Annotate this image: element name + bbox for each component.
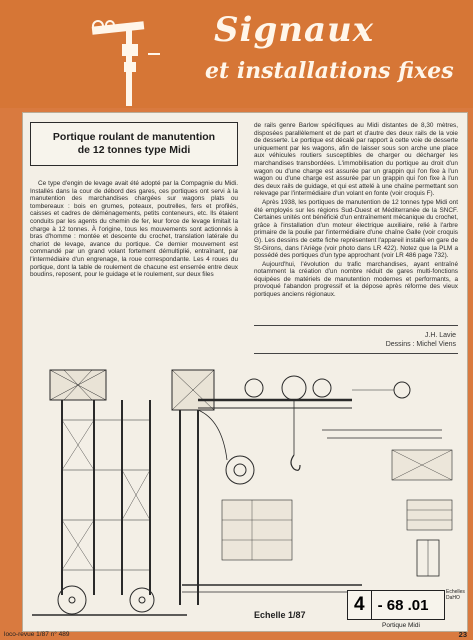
author-name: J.H. Lavie	[424, 332, 456, 339]
article-title-line2: de 12 tonnes type Midi	[77, 144, 191, 156]
footer	[0, 630, 473, 640]
drawings-credit: Dessins : Michel Viens	[385, 341, 456, 348]
scale-tag: Echelles DaHO	[446, 589, 465, 601]
sheet-code: - 68 .01	[377, 596, 429, 614]
divider	[254, 353, 458, 354]
article-title-box	[30, 122, 238, 166]
divider	[254, 325, 458, 326]
paragraph: Aujourd'hui, l'évolution du trafic marchandises, ayant entraîné notamment la création d'un nombre réduit de gares multi-fonctions équipées de matériels de manutention modernes et performants, a provoqué l'abandon progressif et la dépose après réforme des vieux portiques anciens régionaux.	[254, 260, 458, 299]
paragraph: de rails genre Barlow spécifiques au Midi distantes de 8,30 mètres, disposées parallèlement et de part et d'autre des deux rails de la voie de desserte. Le portique est décalé par rapport à cette voie de desserte uniquement par les wagons, afin de laisser sous son arche une place aux véhicules routiers susceptibles de charger ou décharger les marchandises transbordées. L'immobilisation du portique au droit d'un wagon ou d'une charge est assurée par un grappin qui l'on fixe à l'un wagon ou d'une charge est assurée par un grappin qui l'on fixe à l'un des deux rails de guidage, et qui est attelé à une chaîne permettant son relevage par l'intermédiaire d'un volant en fonte (voir croquis F).	[254, 122, 458, 198]
paragraph: Ce type d'engin de levage avait été adopté par la Compagnie du Midi. Installés dans la cour de débord des gares, ces portiques ont servi à la manutention des marchandises chargées sur wagons plats ou tombereaux : bois en grumes, poteaux, poutrelles, fers et profilés, caisses et cadres de déménagements, petits conteneurs, etc. Ils étaient conduits par les agents du chemin de fer, leur force de levage limitait la charge à 12 tonnes. À l'origine, tous les mouvements sont actionnés à bras d'homme : montée et descente du crochet, translation latérale du chariot de levage, avance du portique. Ce dernier mouvement est commandé par un grand volant fortement démultiplié, entraînant, par l'intermédiaire d'un engrenage, la roue correspondante. Les 4 roues du portique, dont la table de roulement de chacune est enserrée entre deux boudins, reposent, pour le guidage et le roulement, sur deux files	[30, 180, 238, 279]
magazine-issue: loco-revue 1/87 n° 489	[4, 631, 70, 638]
article-column-left	[30, 180, 238, 280]
sheet-label: Portique Midi	[382, 622, 420, 629]
header-band	[0, 0, 473, 108]
article-title-line1: Portique roulant de manutention	[52, 131, 216, 143]
credits	[386, 331, 456, 349]
paragraph: Après 1938, les portiques de manutention de 12 tonnes type Midi ont été employés sur les régions Sud-Ouest et Méditerranée de la SNCF. Certaines unités ont bénéficié d'un entraînement mécanique du crochet, grâce à l'installation d'un moteur électrique auxiliaire, relié à l'arbre primaire de la poulie par l'intermédiaire d'une chaîne Galle (voir croquis G). Les dessins de cette fiche représentent l'appareil installé en gare de St-Girons, dans l'Ariège (voir photo dans LR 422). Notez que la PLM a possédé des portiques d'un type approchant (voir LR 486 page 732).	[254, 198, 458, 260]
drawing-scale: Echelle 1/87	[254, 610, 306, 620]
page-number: 23	[458, 630, 467, 639]
signal-semaphore-icon	[88, 14, 168, 106]
section-title: Signaux	[214, 10, 374, 50]
section-subtitle: et installations fixes	[205, 58, 454, 84]
sheet-reference-box	[347, 590, 445, 620]
sheet-number: 4	[348, 591, 372, 619]
article-column-right	[254, 122, 458, 300]
